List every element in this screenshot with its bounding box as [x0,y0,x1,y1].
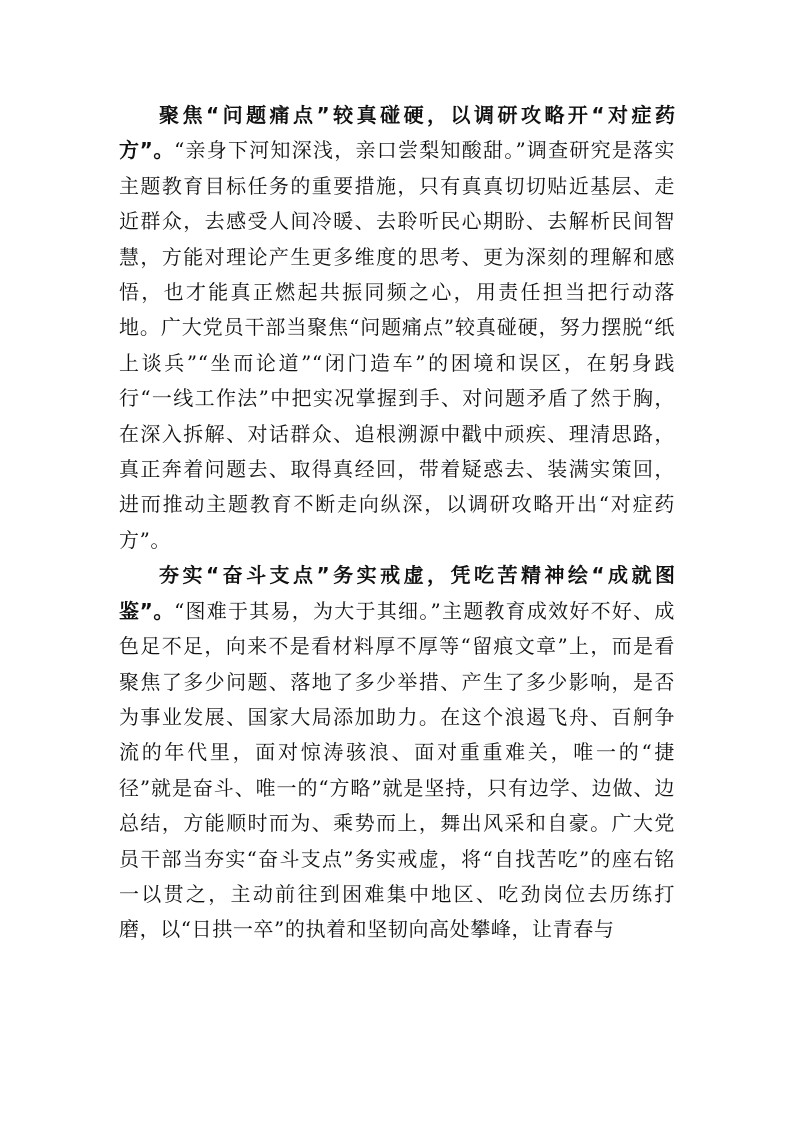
paragraph-1-text: “亲身下河知深浅，亲口尝梨知酸甜。”调查研究是落实主题教育目标任务的重要措施，只有真真切切贴近基层、走近群众，去感受人间冷暖、去聆听民心期盼、去解析民间智慧，方能对理论产生更多维度的思考、更为深刻的理解和感悟，也才能真正燃起共振同频之心，用责任担当把行动落地。广大党员干部当聚焦“问题痛点”较真碰硬，努力摆脱“纸上谈兵”“坐而论道”“闭门造车”的困境和误区，在躬身践行“一线工作法”中把实况掌握到手、对问题矛盾了然于胸，在深入拆解、对话群众、追根溯源中戳中顽疾、理清思路，真正奔着问题去、取得真经回，带着疑惑去、装满实策回，进而推动主题教育不断走向纵深，以调研攻略开出“对症药方”。 [119,138,675,552]
paragraph-2 [119,558,675,947]
paragraph-1 [119,98,675,558]
paragraph-2-text: “图难于其易，为大于其细。”主题教育成效好不好、成色足不足，向来不是看材料厚不厚等“留痕文章”上，而是看聚焦了多少问题、落地了多少举措、产生了多少影响，是否为事业发展、国家大局添加助力。在这个浪遏飞舟、百舸争流的年代里，面对惊涛骇浪、面对重重难关，唯一的“捷径”就是奋斗、唯一的“方略”就是坚持，只有边学、边做、边总结，方能顺时而为、乘势而上，舞出风采和自豪。广大党员干部当夯实“奋斗支点”务实戒虚，将“自找苦吃”的座右铭一以贯之，主动前往到困难集中地区、吃劲岗位去历练打磨，以“日拱一卒”的执着和坚韧向高处攀峰，让青春与 [119,598,675,942]
document-body [119,98,675,948]
paragraph-2-heading: 夯实“奋斗支点”务实戒虚，凭吃苦精神绘“成就图鉴”。 [119,563,675,623]
paragraph-1-heading: 聚焦“问题痛点”较真碰硬，以调研攻略开“对症药方”。 [119,103,675,163]
